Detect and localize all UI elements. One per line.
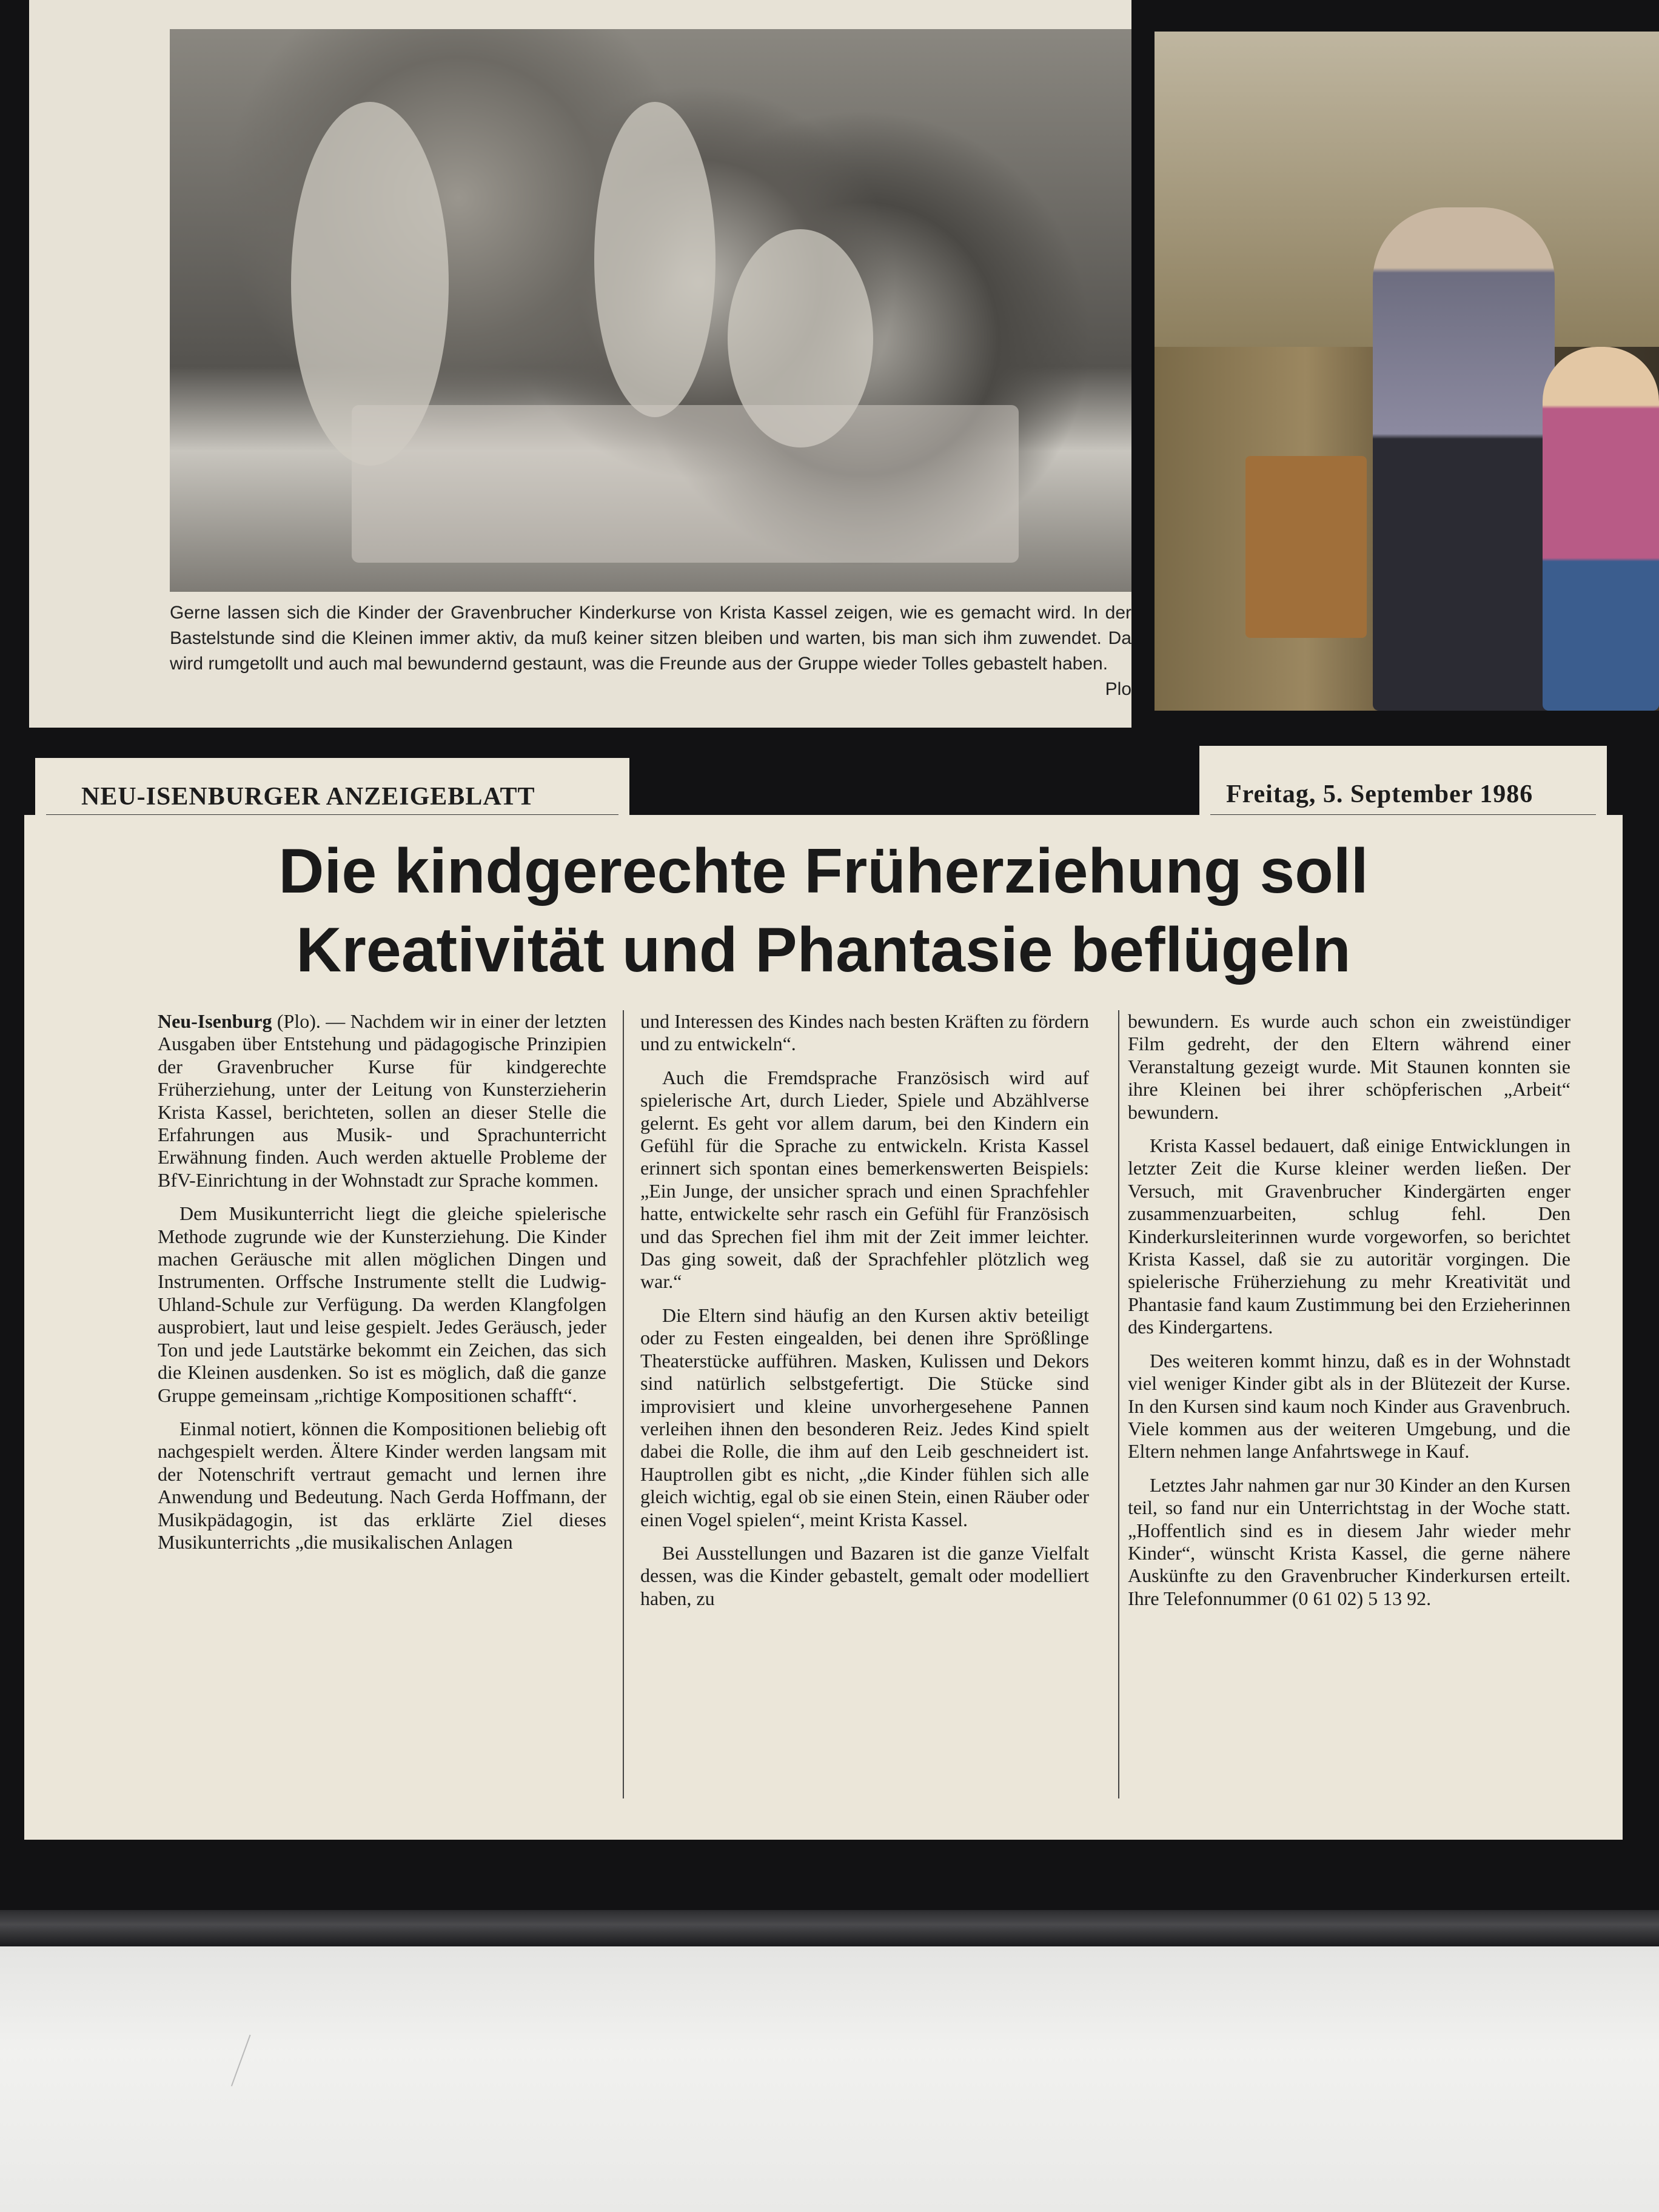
surface-scratch: [231, 2035, 273, 2095]
column-rule: [623, 1010, 624, 1798]
paragraph: [158, 1010, 606, 1191]
paragraph: Dem Musikunterricht liegt die gleiche spielerische Methode zugrunde wie der Kunsterziehung. Die Kinder machen Geräusche mit allen möglichen Dingen und Instrumenten. Orffsche Instrumente stellt die Ludwig-Uhland-Schule zur Verfügung. Da werden Klangfolgen ausprobiert, laut und leise gespielt. Jedes Geräusch, jeder Ton und jede Lautstärke bekommt ein Zeichen, das sich die Kleinen ausdenken. So ist es möglich, daß die ganze Gruppe gemeinsam „richtige Kompositionen schafft“.: [158, 1202, 606, 1406]
headline: [49, 832, 1598, 990]
paragraph: und Interessen des Kindes nach besten Kräften zu fördern und zu entwickeln“.: [640, 1010, 1089, 1055]
date-strip: [1199, 746, 1607, 821]
photo-clipping: [29, 0, 1131, 728]
color-photo-children: [1155, 32, 1659, 711]
paragraph: Auch die Fremdsprache Französisch wird auf spielerische Art, durch Lieder, Spiele und Abzählverse gelernt. Es geht vor allem darum, bei den Kindern ein Gefühl für die Sprache zu entwickeln. Krista Kassel erinnert sich spontan eines bemerkenswerten Beispiels: „Ein Junge, der unsicher sprach und einen Sprachfehler hatte, entwickelte sehr rasch ein Gefühl für Französisch und das Sprechen fiel ihm mit der Zeit immer leichter. Das ging soweit, daß der Sprachfehler plötzlich weg war.“: [640, 1066, 1089, 1293]
photo-credit: Plo: [1105, 679, 1131, 699]
column-3: [1128, 1010, 1570, 1621]
headline-line-1: Die kindgerechte Früherziehung soll: [278, 836, 1369, 907]
paragraph: bewundern. Es wurde auch schon ein zweistündiger Film gedreht, der den Eltern während einer Veranstaltung gezeigt wurde. Mit Staunen konnten sie ihre Kleinen bei ihrer schöpferischen „Arbeit“ bewundern.: [1128, 1010, 1570, 1123]
column-1: [158, 1010, 606, 1564]
table-surface: [0, 1946, 1659, 2212]
bastelstunde-photo: [170, 29, 1131, 592]
paragraph: Letztes Jahr nahmen gar nur 30 Kinder an den Kursen teil, so fand nur ein Unterrichtstag in der Woche statt. „Hoffentlich sind es in diesem Jahr wieder mehr Kinder“, wünscht Krista Kassel, die gerne nähere Auskünfte zu den Gravenbrucher Kinderkursen erteilt. Ihre Telefonnummer (0 61 02) 5 13 92.: [1128, 1473, 1570, 1609]
paragraph: Bei Ausstellungen und Bazaren ist die ganze Vielfalt dessen, was die Kinder gebastelt, gemalt oder modelliert haben, zu: [640, 1541, 1089, 1609]
newspaper-name: NEU-ISENBURGER ANZEIGEBLATT: [81, 783, 535, 811]
paragraph-text: (Plo). — Nachdem wir in einer der letzten Ausgaben über Entstehung und pädagogische Prinzipien der Gravenbrucher Kurse für kindgerechte Früherziehung, unter der Leitung von Kunsterzieherin Krista Kassel, berichteten, sollen an dieser Stelle die Erfahrungen aus Musik- und Sprachunterricht Erwähnung finden. Auch werden aktuelle Probleme der BfV-Einrichtung in der Wohnstadt zur Sprache kommen.: [158, 1010, 606, 1191]
paragraph: Des weiteren kommt hinzu, daß es in der Wohnstadt viel weniger Kinder gibt als in der Blütezeit der Kurse. In den Kursen sind kaum noch Kinder aus Gravenbruch. Viele kommen aus der weiteren Umgebung, und die Eltern nehmen lange Anfahrtswege in Kauf.: [1128, 1349, 1570, 1463]
wooden-chair: [1245, 456, 1367, 638]
article-clipping: [24, 815, 1623, 1840]
boy-figure: [1373, 207, 1555, 711]
masthead-strip: [35, 758, 629, 821]
photo-caption: [170, 600, 1131, 702]
paragraph: Einmal notiert, können die Kompositionen beliebig oft nachgespielt werden. Ältere Kinder werden langsam mit der Notenschrift vertraut gemacht und lernen ihre Anwendung und Bedeutung. Nach Gerda Hoffmann, der Musikpädagogin, ist das erklärte Ziel dieses Musikunterrichts „die musikalischen Anlagen: [158, 1417, 606, 1553]
column-2: [640, 1010, 1089, 1621]
child-figure: [594, 102, 716, 417]
paragraph: Krista Kassel bedauert, daß einige Entwicklungen in letzter Zeit die Kurse kleiner werden ließen. Der Versuch, mit Gravenbrucher Kindergärten enger zusammenzuarbeiten, schlug fehl. Den Kinderkursleiterinnen wurde vorgeworfen, so berichtet Krista Kassel, daß sie zu autoritär vorgingen. Die spielerische Früherziehung zu mehr Kreativität und Phantasie fand kaum Zustimmung bei den Erzieherinnen des Kindergartens.: [1128, 1134, 1570, 1338]
issue-date: Freitag, 5. September 1986: [1226, 780, 1533, 808]
album-edge: [0, 1910, 1659, 1946]
column-rule: [1118, 1010, 1119, 1798]
paragraph: Die Eltern sind häufig an den Kursen aktiv beteiligt oder zu Festen eingealden, bei denen ihre Sprößlinge Theaterstücke aufführen. Masken, Kulissen und Dekors sind natürlich selbstgefertigt. Die Stücke sind improvisiert und kleine unvorhergesehene Pannen verleihen ihnen den besonderen Reiz. Jedes Kind spielt dabei die Rolle, die ihm auf den Leib geschneidert ist. Hauptrollen gibt es nicht, „die Kinder fühlen sich alle gleich wichtig, egal ob sie einen Stein, einen Räuber oder einen Vogel spielen“, meint Krista Kassel.: [640, 1304, 1089, 1530]
craft-table: [352, 405, 1019, 563]
girl-figure: [1543, 347, 1659, 711]
caption-text: Gerne lassen sich die Kinder der Gravenbrucher Kinderkurse von Krista Kassel zeigen, wie es gemacht wird. In der Bastelstunde sind die Kleinen immer aktiv, da muß keiner sitzen bleiben und warten, bis man sich ihm zuwendet. Da wird rumgetollt und auch mal bewundernd gestaunt, was die Freunde aus der Gruppe wieder Tolles gebastelt haben.: [170, 603, 1131, 674]
headline-line-2: Kreativität und Phantasie beflügeln: [296, 915, 1351, 985]
dateline: Neu-Isenburg: [158, 1010, 272, 1032]
